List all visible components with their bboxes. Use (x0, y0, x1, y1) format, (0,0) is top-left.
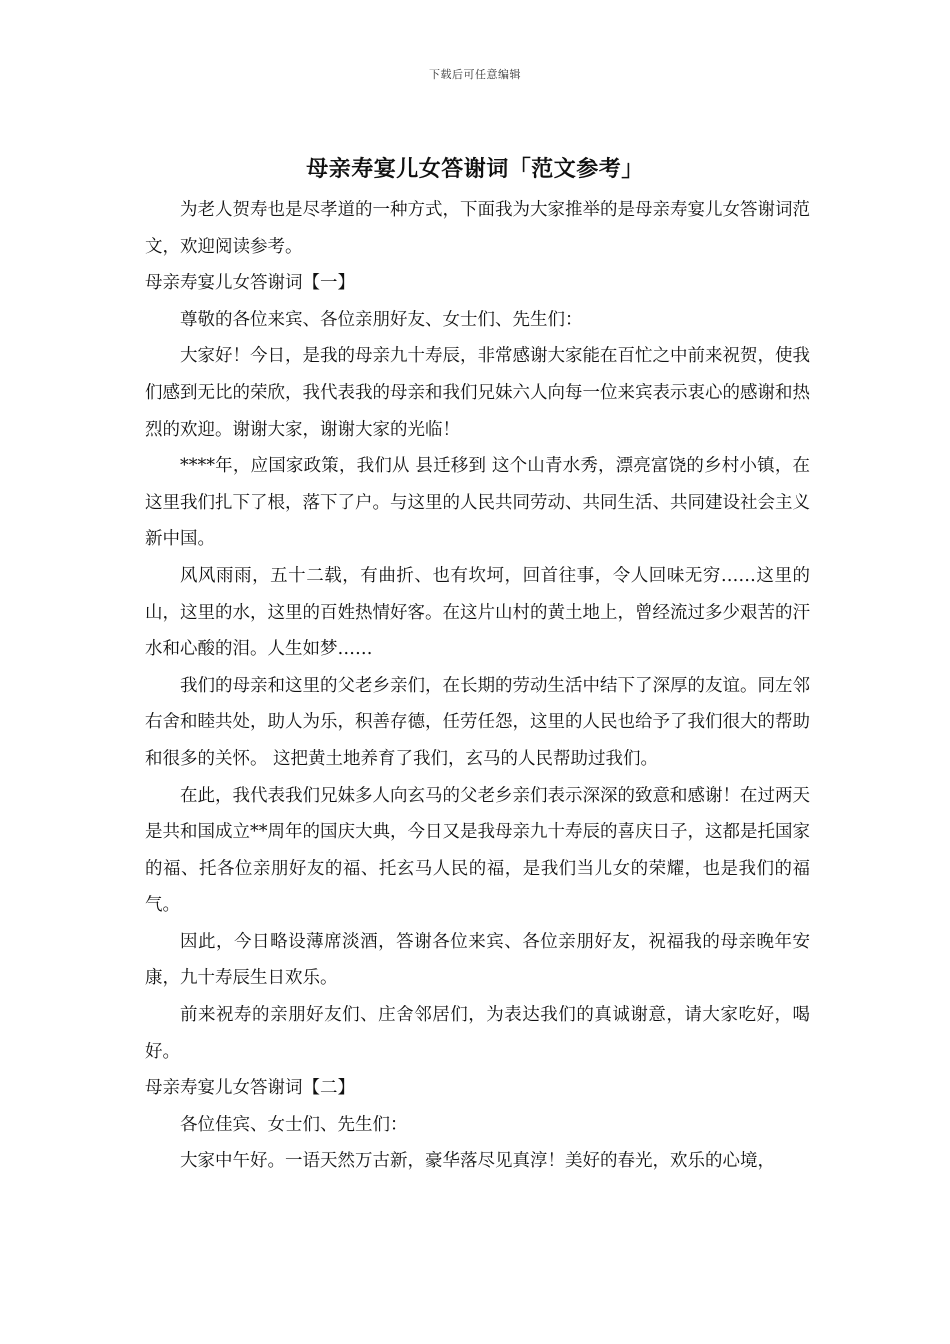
section-heading-1: 母亲寿宴儿女答谢词【一】 (145, 273, 355, 294)
paragraph: 在此，我代表我们兄妹多人向玄马的父老乡亲们表示深深的致意和感谢！在过两天是共和国成立**周年的国庆大典，今日又是我母亲九十寿辰的喜庆日子，这都是托国家的福、托各位亲朋好友的福、托玄马人民的福，是我们当儿女的荣耀，也是我们的福气。 (145, 785, 810, 916)
paragraph: ****年，应国家政策，我们从 县迁移到 这个山青水秀，漂亮富饶的乡村小镇，在这里我们扎下了根，落下了户。与这里的人民共同劳动、共同生活、共同建设社会主义新中国。 (145, 456, 810, 550)
paragraph-intro: 为老人贺寿也是尽孝道的一种方式，下面我为大家推举的是母亲寿宴儿女答谢词范文，欢迎阅读参考。 (145, 200, 810, 257)
paragraph: 我们的母亲和这里的父老乡亲们，在长期的劳动生活中结下了深厚的友谊。同左邻右舍和睦共处，助人为乐，积善存德，任劳任怨，这里的人民也给予了我们很大的帮助和很多的关怀。 这把黄土地养育了我们，玄马的人民帮助过我们。 (145, 675, 810, 769)
header-note: 下载后可任意编辑 (429, 68, 521, 81)
page-title: 母亲寿宴儿女答谢词「范文参考」 (306, 156, 644, 182)
paragraph: 因此，今日略设薄席淡酒，答谢各位来宾、各位亲朋好友，祝福我的母亲晚年安康，九十寿辰生日欢乐。 (145, 931, 810, 989)
paragraph-salutation-1: 尊敬的各位来宾、各位亲朋好友、女士们、先生们： (180, 309, 583, 330)
paragraph: 前来祝寿的亲朋好友们、庄舍邻居们，为表达我们的真诚谢意，请大家吃好，喝好。 (145, 1005, 810, 1062)
paragraph: 大家好！今日，是我的母亲九十寿辰，非常感谢大家能在百忙之中前来祝贺，使我们感到无比的荣欣，我代表我的母亲和我们兄妹六人向每一位来宾表示衷心的感谢和热烈的欢迎。谢谢大家，谢谢大家的光临！ (145, 346, 810, 440)
paragraph: 大家中午好。一语天然万古新，豪华落尽见真淳！美好的春光，欢乐的心境， (180, 1151, 775, 1172)
document-body (145, 192, 810, 1180)
paragraph-salutation-2: 各位佳宾、女士们、先生们： (180, 1114, 408, 1135)
paragraph: 风风雨雨，五十二载，有曲折、也有坎坷，回首往事，令人回味无穷……这里的山，这里的水，这里的百姓热情好客。在这片山村的黄土地上，曾经流过多少艰苦的汗水和心酸的泪。人生如梦…… (145, 565, 810, 660)
section-heading-2: 母亲寿宴儿女答谢词【二】 (145, 1078, 355, 1099)
